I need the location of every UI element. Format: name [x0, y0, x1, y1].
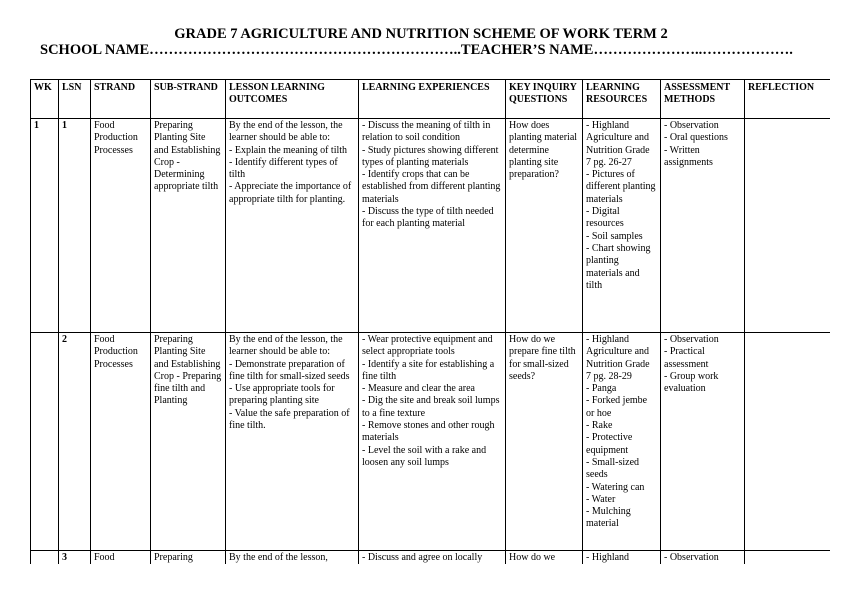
- assessment-cell-line: - Practical assessment: [664, 346, 709, 370]
- resources-cell: [583, 119, 661, 333]
- outcomes-cell-line: - Use appropriate tools for preparing planting site: [229, 383, 335, 407]
- resources-cell-line: - Water: [586, 493, 616, 505]
- assessment-cell-line: - Observation: [664, 334, 719, 345]
- lesson-cell: 2: [59, 333, 91, 551]
- experiences-cell-line: - Discuss and agree on locally: [362, 552, 483, 563]
- experiences-cell-line: - Discuss the meaning of tilth in relation to soil condition: [362, 120, 491, 144]
- strand-cell: Food Production Processes: [91, 119, 151, 333]
- assessment-cell-line: - Observation: [664, 552, 719, 563]
- header-experiences: LEARNING EXPERIENCES: [359, 80, 506, 119]
- outcomes-cell-line: By the end of the lesson,: [229, 552, 328, 563]
- outcomes-cell-line: - Explain the meaning of tilth: [229, 144, 348, 156]
- week-cell: [31, 551, 59, 565]
- school-teacher-line: SCHOOL NAME………………………………………………………..TEACHER’S NAME…………………..……………….: [40, 42, 793, 58]
- experiences-cell: [359, 119, 506, 333]
- outcomes-cell-line: - Appreciate the importance of appropriate tilth for planting.: [229, 181, 352, 205]
- resources-cell-line: - Chart showing planting materials and tilth: [586, 242, 651, 291]
- question-cell: How do we: [506, 551, 583, 565]
- header-wk: WK: [31, 80, 59, 119]
- resources-cell-line: - Rake: [586, 420, 613, 432]
- resources-cell-line: - Digital resources: [586, 206, 624, 230]
- strand-cell: Food Production Processes: [91, 333, 151, 551]
- resources-cell-line: - Highland Agriculture and Nutrition Grade 7 pg. 28-29: [586, 334, 650, 382]
- resources-cell: [583, 551, 661, 565]
- experiences-cell-line: - Dig the site and break soil lumps to a fine texture: [362, 395, 500, 419]
- outcomes-cell-line: By the end of the lesson, the learner should be able to:: [229, 334, 343, 358]
- experiences-cell: [359, 551, 506, 565]
- assessment-cell-line: - Written assignments: [664, 144, 713, 168]
- assessment-cell: [661, 119, 745, 333]
- experiences-cell-line: - Remove stones and other rough materials: [362, 420, 495, 444]
- resources-cell-line: - Pictures of different planting materials: [586, 169, 656, 205]
- outcomes-cell: [226, 119, 359, 333]
- substrand-cell: Preparing Planting Site and Establishing Crop - Determining appropriate tilth: [151, 119, 226, 333]
- header-lsn: LSN: [59, 80, 91, 119]
- header-outcomes: LESSON LEARNING OUTCOMES: [226, 80, 359, 119]
- lesson-cell: 1: [59, 119, 91, 333]
- outcomes-cell-line: - Identify different types of tilth: [229, 156, 338, 181]
- reflection-cell: [745, 333, 831, 551]
- table-row: [31, 551, 831, 565]
- outcomes-cell: [226, 551, 359, 565]
- resources-cell-line: - Forked jembe or hoe: [586, 395, 648, 419]
- header-strand: STRAND: [91, 80, 151, 119]
- header-resources: LEARNING RESOURCES: [583, 80, 661, 119]
- strand-cell: Food: [91, 551, 151, 565]
- question-cell: How do we prepare fine tilth for small-sized seeds?: [506, 333, 583, 551]
- resources-cell-line: - Soil samples: [586, 230, 643, 242]
- resources-cell-line: - Panga: [586, 383, 617, 395]
- table-row: [31, 119, 831, 333]
- outcomes-cell-line: - Value the safe preparation of fine tilth.: [229, 407, 350, 432]
- document-title: GRADE 7 AGRICULTURE AND NUTRITION SCHEME OF WORK TERM 2: [174, 26, 668, 42]
- week-cell: [31, 333, 59, 551]
- assessment-cell-line: - Group work evaluation: [664, 370, 719, 395]
- experiences-cell-line: - Measure and clear the area: [362, 383, 475, 395]
- header-substrand: SUB-STRAND: [151, 80, 226, 119]
- assessment-cell-line: - Observation: [664, 120, 719, 131]
- resources-cell: [583, 333, 661, 551]
- experiences-cell-line: - Level the soil with a rake and loosen any soil lumps: [362, 444, 487, 468]
- header-questions: KEY INQUIRY QUESTIONS: [506, 80, 583, 119]
- scheme-of-work-table: [30, 79, 830, 564]
- experiences-cell-line: - Identify a site for establishing a fine tilth: [362, 358, 495, 382]
- experiences-cell-line: - Identify crops that can be established from different planting materials: [362, 169, 501, 205]
- header-row: [31, 80, 831, 119]
- experiences-cell: [359, 333, 506, 551]
- outcomes-cell: [226, 333, 359, 551]
- substrand-cell: Preparing: [151, 551, 226, 565]
- reflection-cell: [745, 551, 831, 565]
- resources-cell-line: - Small-sized seeds: [586, 456, 640, 481]
- scheme-table-container: [30, 79, 830, 564]
- substrand-cell: Preparing Planting Site and Establishing Crop - Preparing fine tilth and Planting: [151, 333, 226, 551]
- resources-cell-line: - Watering can: [586, 481, 645, 493]
- resources-cell-line: - Highland: [586, 552, 630, 563]
- reflection-cell: [745, 119, 831, 333]
- outcomes-cell-line: - Demonstrate preparation of fine tilth for small-sized seeds: [229, 358, 350, 382]
- resources-cell-line: - Highland Agriculture and Nutrition Grade 7 pg. 26-27: [586, 120, 650, 168]
- experiences-cell-line: - Study pictures showing different types of planting materials: [362, 144, 499, 168]
- question-cell: How does planting material determine planting site preparation?: [506, 119, 583, 333]
- experiences-cell-line: - Wear protective equipment and select appropriate tools: [362, 334, 493, 358]
- week-cell: 1: [31, 119, 59, 333]
- assessment-cell: [661, 333, 745, 551]
- outcomes-cell-line: By the end of the lesson, the learner should be able to:: [229, 120, 343, 144]
- header-reflection: REFLECTION: [745, 80, 831, 119]
- resources-cell-line: - Protective equipment: [586, 432, 633, 456]
- experiences-cell-line: - Discuss the type of tilth needed for each planting material: [362, 206, 494, 230]
- lesson-cell: 3: [59, 551, 91, 565]
- table-row: [31, 333, 831, 551]
- resources-cell-line: - Mulching material: [586, 506, 631, 530]
- assessment-cell-line: - Oral questions: [664, 132, 728, 144]
- header-assessment: ASSESSMENT METHODS: [661, 80, 745, 119]
- assessment-cell: [661, 551, 745, 565]
